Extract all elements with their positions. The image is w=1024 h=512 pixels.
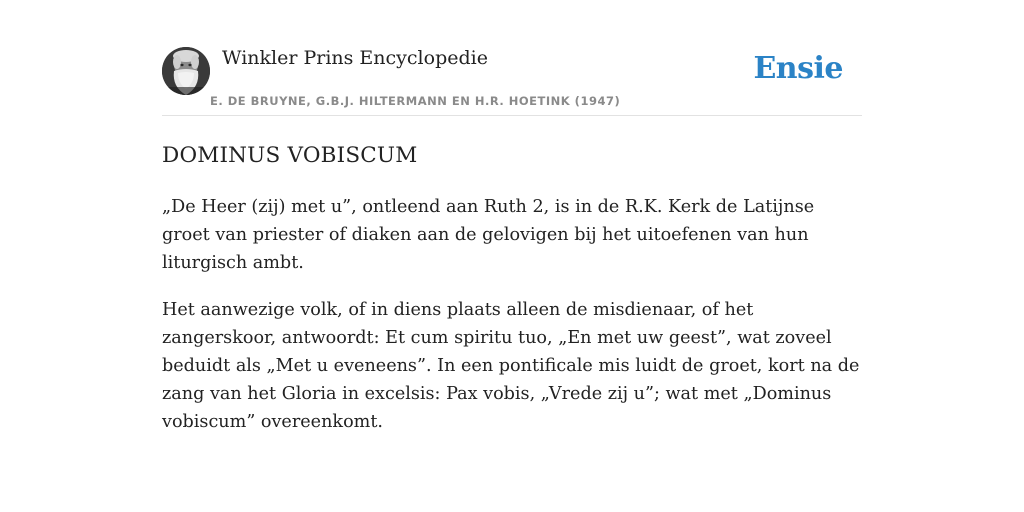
entry-paragraph-2: Het aanwezige volk, of in diens plaats alleen de misdienaar, of het zangerskoor, antwoordt: Et cum spiritu tuo, „En met uw geest”, wat zoveel beduidt als „Met u eveneens”. In een pontificale mis luidt de groet, kort na de zang van het Gloria in excelsis: Pax vobis, „Vrede zij u”; wat met „Dominus vobiscum” overeenkomt. xyxy=(162,300,860,432)
page-container xyxy=(162,46,862,436)
portrait-svg xyxy=(162,47,210,95)
publication-header xyxy=(162,46,862,116)
entry-paragraph-1: „De Heer (zij) met u”, ontleend aan Ruth 2, is in de R.K. Kerk de Latijnse groet van priester of diaken aan de gelovigen bij het uitoefenen van hun liturgisch ambt. xyxy=(162,197,815,273)
publication-title[interactable]: Winkler Prins Encyclopedie xyxy=(222,47,488,69)
entry-body xyxy=(162,193,862,436)
ensie-logo-link[interactable]: Ensie xyxy=(753,51,843,86)
publication-authors: E. DE BRUYNE, G.B.J. HILTERMANN EN H.R. HOETINK (1947) xyxy=(210,94,621,108)
author-portrait-icon[interactable] xyxy=(162,47,210,95)
entry-title: DOMINUS VOBISCUM xyxy=(162,143,418,168)
